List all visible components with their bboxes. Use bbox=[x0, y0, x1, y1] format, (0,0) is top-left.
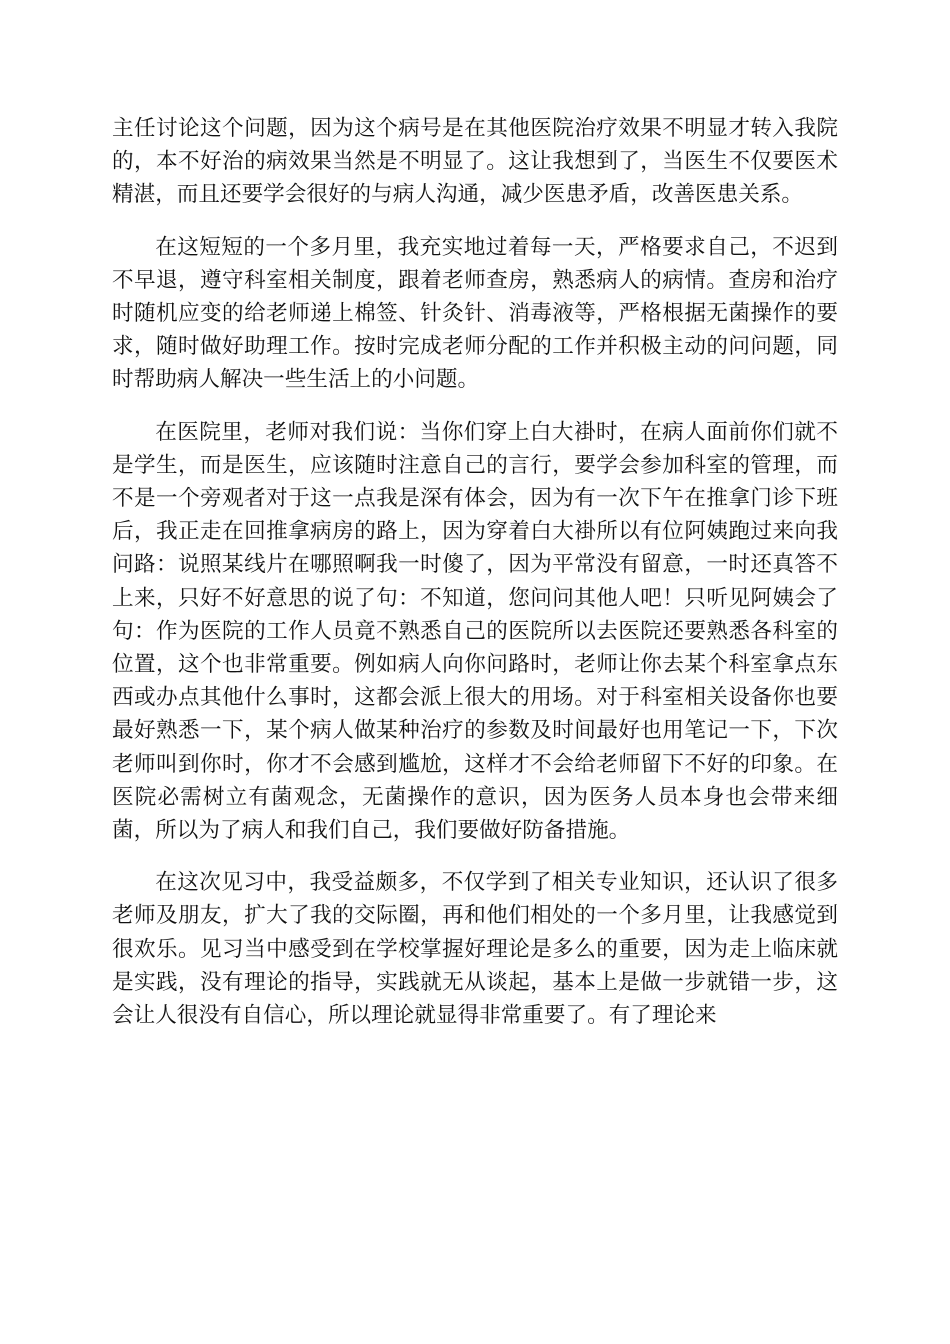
document-body bbox=[112, 112, 838, 1032]
paragraph-internship-gains: 在这次见习中，我受益颇多，不仅学到了相关专业知识，还认识了很多老师及朋友，扩大了我的交际圈，再和他们相处的一个多月里，让我感觉到很欢乐。见习当中感受到在学校掌握好理论是多么的重要，因为走上临床就是实践，没有理论的指导，实践就无从谈起，基本上是做一步就错一步，这会让人很没有自信心，所以理论就显得非常重要了。有了理论来 bbox=[112, 870, 838, 1029]
paragraph-hospital-experience: 在医院里，老师对我们说：当你们穿上白大褂时，在病人面前你们就不是学生，而是医生，应该随时注意自己的言行，要学会参加科室的管理，而不是一个旁观者对于这一点我是深有体会，因为有一次下午在推拿门诊下班后，我正走在回推拿病房的路上，因为穿着白大褂所以有位阿姨跑过来向我问路：说照某线片在哪照啊我一时傻了，因为平常没有留意，一时还真答不上来，只好不好意思的说了句：不知道，您问问其他人吧！只听见阿姨会了句：作为医院的工作人员竟不熟悉自己的医院所以去医院还要熟悉各科室的位置，这个也非常重要。例如病人向你问路时，老师让你去某个科室拿点东西或办点其他什么事时，这都会派上很大的用场。对于科室相关设备你也要最好熟悉一下，某个病人做某种治疗的参数及时间最好也用笔记一下，下次老师叫到你时，你才不会感到尴尬，这样才不会给老师留下不好的印象。在医院必需树立有菌观念，无菌操作的意识，因为医务人员本身也会带来细菌，所以为了病人和我们自己，我们要做好防备措施。 bbox=[112, 419, 838, 844]
paragraph-continuation: 主任讨论这个问题，因为这个病号是在其他医院治疗效果不明显才转入我院的，本不好治的病效果当然是不明显了。这让我想到了，当医生不仅要医术精湛，而且还要学会很好的与病人沟通，减少医患矛盾，改善医患关系。 bbox=[112, 116, 838, 208]
paragraph-daily-work: 在这短短的一个多月里，我充实地过着每一天，严格要求自己，不迟到不早退，遵守科室相关制度，跟着老师查房，熟悉病人的病情。查房和治疗时随机应变的给老师递上棉签、针灸针、消毒液等，严格根据无菌操作的要求，随时做好助理工作。按时完成老师分配的工作并积极主动的问问题，同时帮助病人解决一些生活上的小问题。 bbox=[112, 234, 838, 393]
